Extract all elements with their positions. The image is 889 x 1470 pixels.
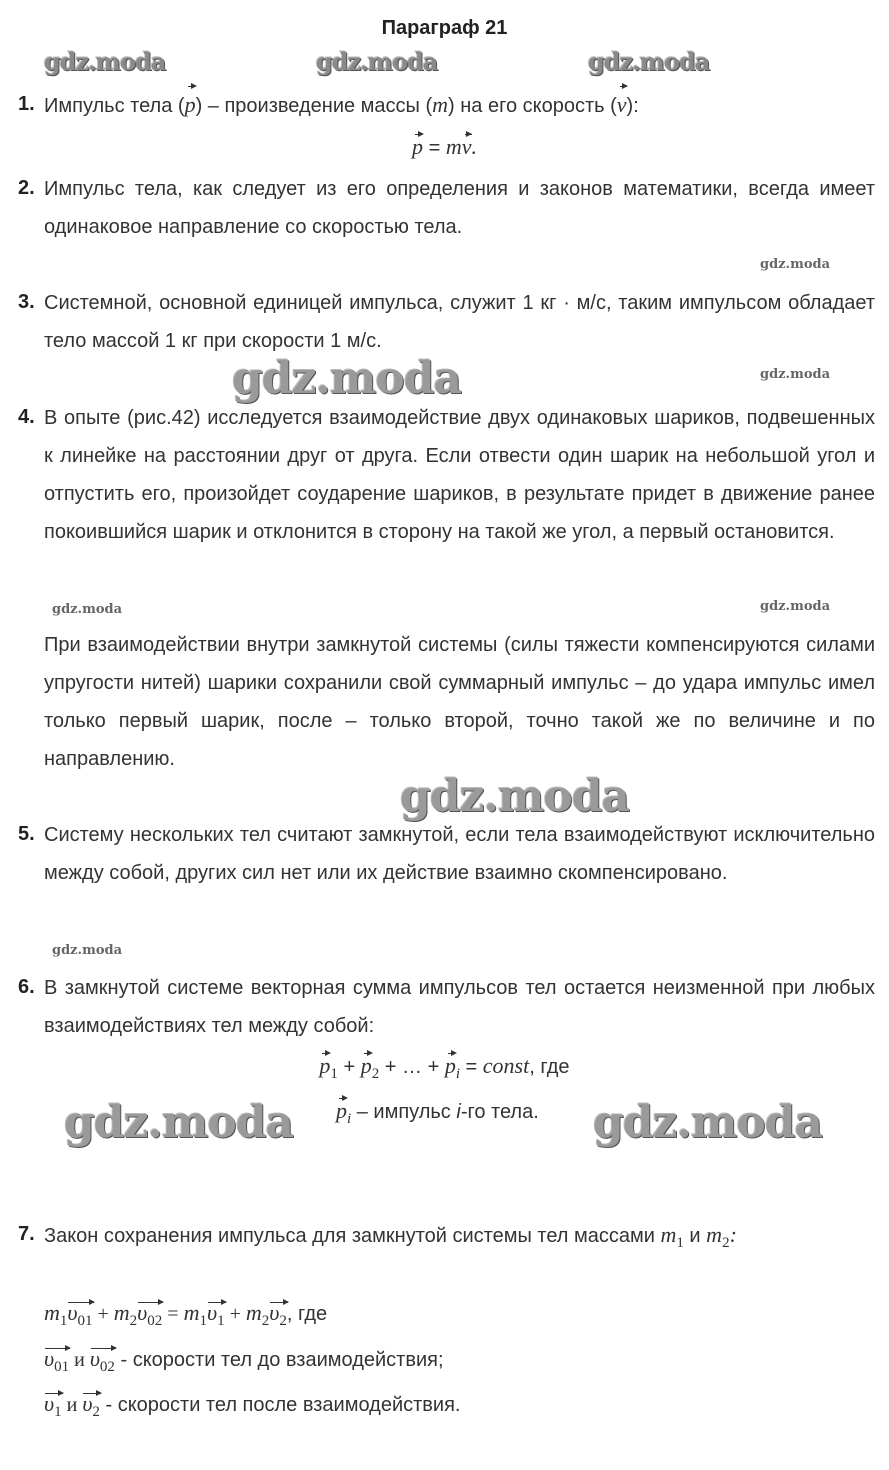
plus: +: [224, 1303, 246, 1325]
item-6-text: В замкнутой системе векторная сумма импульсов тел остается неизменной при любых взаимодействиях тел между собой:: [44, 977, 875, 1037]
watermark: gdz.moda: [760, 367, 831, 382]
math-m: m: [44, 1300, 60, 1325]
math-v: υ: [44, 1346, 55, 1371]
formula-conservation-sum: [0, 1053, 889, 1083]
subscript: 2: [371, 1066, 380, 1082]
subscript: 2: [279, 1313, 287, 1329]
watermark: gdz.moda: [760, 599, 831, 614]
equals: =: [162, 1303, 184, 1325]
math-v: v: [617, 86, 627, 124]
item-number: 6.: [18, 976, 35, 998]
formula-note: [336, 1098, 539, 1128]
item-3-text: Системной, основной единицей импульса, служит 1 кг · м/с, таким импульсом обладает тело массой 1 кг при скорости 1 м/с.: [44, 292, 875, 352]
text: – импульс: [351, 1101, 457, 1123]
subscript: 1: [217, 1313, 225, 1329]
math-p: p: [319, 1053, 331, 1078]
plus: +: [337, 1056, 361, 1078]
text: , где: [286, 1303, 328, 1325]
item-1-text: [44, 86, 875, 125]
plus: +: [379, 1056, 403, 1078]
math-m: m: [183, 1300, 200, 1325]
item-4-text-2: При взаимодействии внутри замкнутой системы (силы тяжести компенсируются силами упругости нитей) шарики сохранили свой суммарный импульс – до удара импульс имел только первый шарик, после – только второй, точно такой же по величине и по направлению.: [44, 634, 875, 770]
subscript: 1: [330, 1066, 338, 1082]
watermark: gdz.moda: [232, 353, 462, 404]
page-title: Параграф 21: [381, 17, 508, 39]
math-m: m: [245, 1300, 262, 1325]
math-p: p: [360, 1053, 372, 1078]
math-v: υ: [89, 1346, 100, 1371]
watermark: gdz.moda: [52, 602, 123, 617]
text: и: [683, 1225, 707, 1247]
subscript: 2: [722, 1235, 730, 1251]
subscript: 1: [54, 1404, 62, 1420]
item-number: 7.: [18, 1223, 35, 1245]
colon: :: [729, 1222, 737, 1247]
math-v: υ: [67, 1300, 78, 1325]
formula-conservation-two-bodies: [44, 1300, 327, 1330]
math-v: v: [461, 134, 472, 159]
math-m: m: [660, 1222, 677, 1247]
text: ):: [626, 95, 639, 117]
watermark: gdz.moda: [588, 47, 710, 76]
subscript: 02: [99, 1359, 115, 1375]
text: ) на его скорость (: [448, 95, 617, 117]
period: .: [471, 134, 477, 159]
subscript: 2: [92, 1404, 100, 1420]
math-p: p: [336, 1098, 347, 1123]
subscript: 2: [261, 1313, 270, 1329]
item-7-text: [44, 1216, 875, 1262]
plus: +: [427, 1056, 445, 1078]
math-v: υ: [137, 1300, 148, 1325]
watermark: gdz.moda: [593, 1097, 823, 1148]
subscript: 2: [129, 1313, 138, 1329]
velocities-after: [44, 1391, 460, 1421]
subscript: i: [455, 1066, 460, 1082]
item-number: 5.: [18, 823, 35, 845]
item-2-text: Импульс тела, как следует из его определения и законов математики, всегда имеет одинаковое направление со скоростью тела.: [44, 178, 875, 238]
subscript: 02: [147, 1313, 163, 1329]
text: и: [61, 1394, 83, 1416]
math-p: p: [412, 134, 424, 159]
text: -го тела.: [460, 1101, 539, 1123]
math-v: υ: [206, 1300, 218, 1325]
plus: +: [92, 1303, 114, 1325]
math-m: m: [445, 134, 462, 159]
text: i: [456, 1101, 461, 1123]
subscript: 1: [199, 1313, 207, 1329]
equals: =: [460, 1056, 483, 1078]
item-number: 1.: [18, 93, 35, 115]
ellipsis: …: [402, 1056, 428, 1078]
item-5-text: Систему нескольких тел считают замкнутой, если тела взаимодействуют исключительно между собой, других сил нет или их действие взаимно скомпенсировано.: [44, 824, 875, 884]
math-m: m: [432, 92, 449, 117]
item-number: 4.: [18, 406, 35, 428]
math-v: υ: [44, 1391, 55, 1416]
math-m: m: [113, 1300, 130, 1325]
text: - скорости тел до взаимодействия;: [114, 1349, 444, 1371]
math-v: υ: [269, 1300, 280, 1325]
math-m: m: [706, 1222, 723, 1247]
math-v: υ: [82, 1391, 93, 1416]
watermark: gdz.moda: [64, 1097, 294, 1148]
subscript: 01: [77, 1313, 93, 1329]
text: и: [69, 1349, 90, 1371]
watermark: gdz.moda: [316, 47, 438, 76]
item-4-text: В опыте (рис.42) исследуется взаимодействие двух одинаковых шариков, подвешенных к линейке на расстоянии друг от друга. Если отвести один шарик на небольшой угол и отпустить его, произойдет соударение шариков, в результате придет в движение ранее покоившийся шарик и отклонится в сторону на такой же угол, а первый остановится.: [44, 407, 875, 543]
text: ) – произведение массы (: [195, 95, 433, 117]
math-p: p: [185, 86, 196, 124]
watermark: gdz.moda: [44, 47, 166, 76]
item-number: 2.: [18, 177, 35, 199]
watermark: gdz.moda: [760, 257, 831, 272]
equals: =: [423, 137, 446, 159]
watermark: gdz.moda: [400, 771, 630, 822]
subscript: i: [347, 1111, 352, 1127]
watermark: gdz.moda: [52, 943, 123, 958]
velocities-before: [44, 1346, 444, 1376]
subscript: 1: [59, 1313, 68, 1329]
math-p: p: [444, 1053, 456, 1078]
text: Импульс тела (: [44, 95, 185, 117]
formula-momentum: [0, 134, 889, 160]
subscript: 1: [676, 1235, 684, 1251]
subscript: 01: [54, 1359, 70, 1375]
text: - скорости тел после взаимодействия.: [99, 1394, 461, 1416]
math-const: const: [482, 1053, 530, 1078]
text: , где: [529, 1056, 570, 1078]
item-number: 3.: [18, 291, 35, 313]
text: Закон сохранения импульса для замкнутой системы тел массами: [44, 1225, 661, 1247]
